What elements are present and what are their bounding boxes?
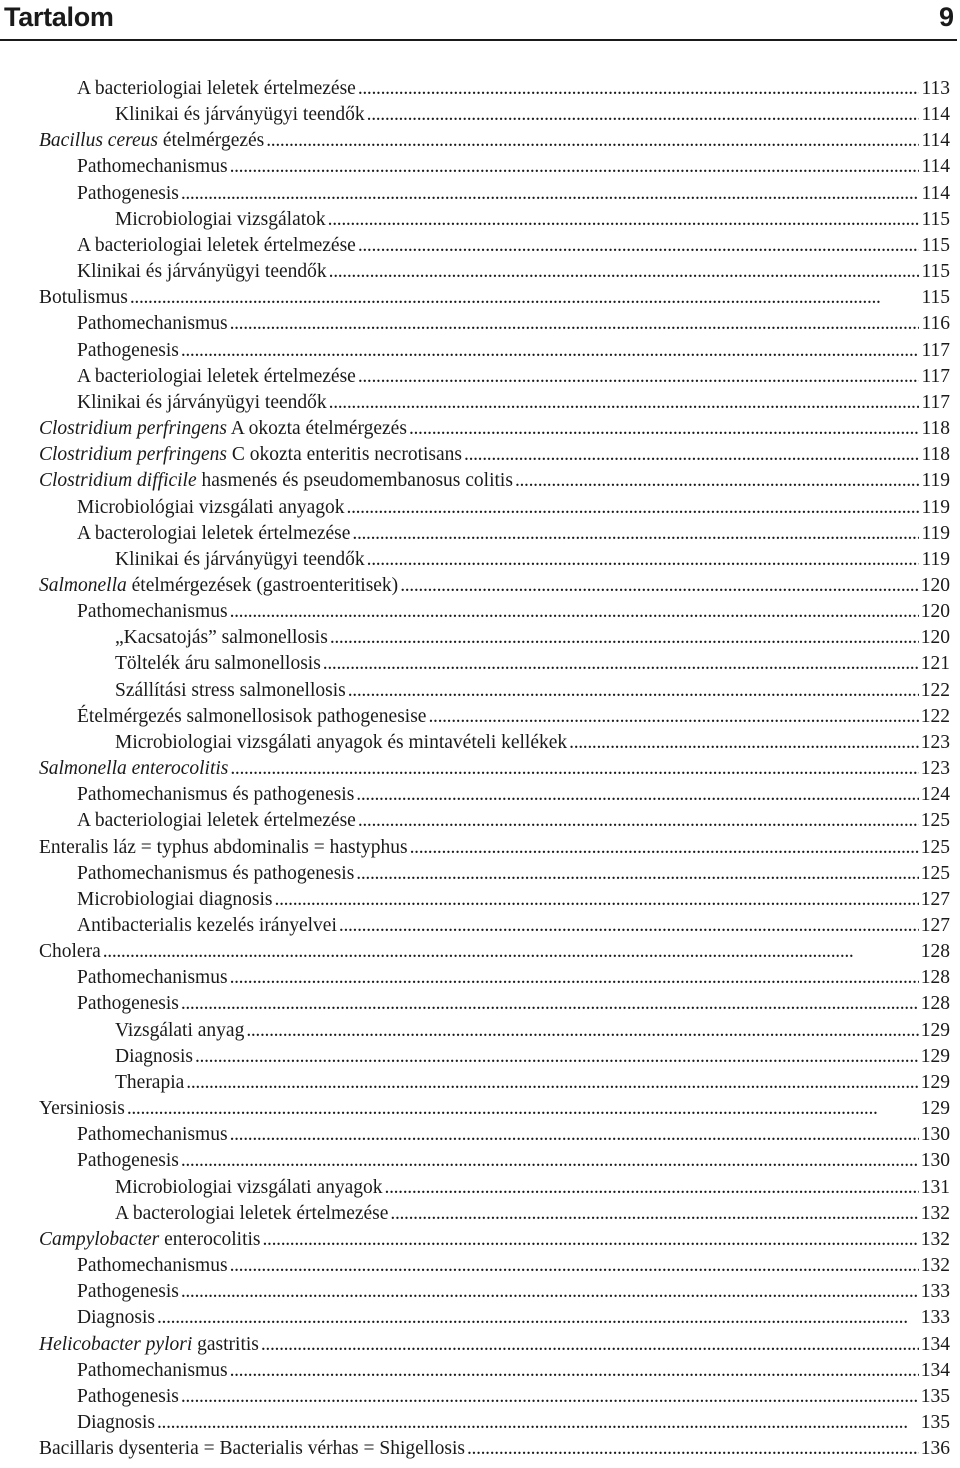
- toc-entry-text-part: Vizsgálati anyag: [115, 1019, 245, 1041]
- toc-leader-dots: [195, 1044, 919, 1070]
- toc-entry-text-part: Diagnosis: [77, 1307, 155, 1329]
- toc-leader-dots: [186, 1070, 918, 1096]
- toc-entry-italic-part: Salmonella enterocolitis: [39, 758, 229, 780]
- toc-entry[interactable]: [0, 233, 960, 259]
- toc-entry-text-part: enterocolitis: [159, 1228, 261, 1250]
- toc-entry-text-part: A okozta ételmérgezés: [226, 418, 407, 440]
- toc-entry-text-part: Microbiologiai vizsgálatok: [115, 208, 326, 230]
- toc-page-number: 122: [920, 679, 950, 701]
- toc-leader-dots: [356, 861, 918, 887]
- toc-entry[interactable]: [0, 1384, 960, 1410]
- toc-entry-title: [77, 76, 356, 102]
- toc-leader-dots: [390, 1201, 918, 1227]
- toc-entry[interactable]: [0, 102, 960, 128]
- toc-entry-italic-part: Campylobacter: [39, 1228, 160, 1250]
- toc-page-number: 125: [920, 862, 950, 884]
- toc-leader-dots: [230, 1358, 919, 1384]
- toc-page-number: 120: [920, 574, 950, 596]
- toc-entry-text-part: Diagnosis: [77, 1411, 155, 1433]
- toc-entry[interactable]: [0, 651, 960, 677]
- toc-entry-text-part: gastritis: [192, 1333, 259, 1355]
- toc-page-number: 127: [920, 888, 950, 910]
- toc-leader-dots: [181, 1148, 919, 1174]
- toc-entry-title: [39, 128, 264, 154]
- toc-entry[interactable]: [0, 285, 960, 311]
- toc-entry[interactable]: [0, 181, 960, 207]
- toc-entry[interactable]: [0, 808, 960, 834]
- toc-entry[interactable]: [0, 154, 960, 180]
- toc-entry[interactable]: [0, 861, 960, 887]
- toc-entry-italic-part: Clostridium perfringens: [39, 418, 227, 440]
- toc-entry-text-part: Klinikai és járványügyi teendők: [77, 261, 327, 283]
- toc-entry-title: [39, 1332, 259, 1358]
- toc-entry[interactable]: [0, 730, 960, 756]
- toc-entry-title: [77, 861, 354, 887]
- toc-entry-title: [115, 207, 326, 233]
- toc-entry-italic-part: Salmonella: [39, 574, 127, 596]
- toc-entry-title: [115, 1018, 244, 1044]
- toc-entry-text-part: Töltelék áru salmonellosis: [115, 653, 321, 675]
- toc-entry[interactable]: [0, 1227, 960, 1253]
- toc-entry-title: [77, 259, 327, 285]
- toc-page-number: 123: [920, 758, 950, 780]
- toc-entry[interactable]: [0, 442, 960, 468]
- toc-page-number: 131: [920, 1176, 950, 1198]
- toc-entry-text-part: Pathomechanismus: [77, 156, 228, 178]
- toc-page-number: 133: [920, 1307, 950, 1329]
- toc-entry[interactable]: [0, 390, 960, 416]
- toc-entry-title: [39, 442, 462, 468]
- toc-entry[interactable]: [0, 1175, 960, 1201]
- toc-page-number: 120: [920, 601, 950, 623]
- toc-entry-text-part: Pathogenesis: [77, 1150, 179, 1172]
- toc-page-number: 119: [921, 470, 950, 492]
- toc-entry-text-part: „Kacsatojás” salmonellosis: [115, 627, 328, 649]
- toc-entry-text-part: Enteralis láz = typhus abdominalis = hastyphus: [39, 836, 408, 858]
- toc-entry[interactable]: [0, 547, 960, 573]
- toc-leader-dots: [385, 1175, 919, 1201]
- toc-entry-title: [77, 887, 273, 913]
- toc-entry-title: [39, 573, 398, 599]
- toc-entry-title: [77, 1358, 228, 1384]
- toc-entry-text-part: Yersiniosis: [39, 1098, 125, 1120]
- toc-leader-dots: [358, 364, 920, 390]
- toc-entry-title: [77, 1148, 179, 1174]
- toc-page-number: 115: [921, 287, 950, 309]
- toc-entry-text-part: Diagnosis: [115, 1045, 193, 1067]
- toc-page-number: 129: [920, 1071, 950, 1093]
- toc-leader-dots: [400, 573, 919, 599]
- toc-entry[interactable]: [0, 207, 960, 233]
- toc-page-number: 114: [921, 104, 950, 126]
- toc-entry-title: [115, 678, 346, 704]
- toc-entry[interactable]: [0, 939, 960, 965]
- toc-page-number: 129: [920, 1019, 950, 1041]
- toc-page-number: 115: [921, 208, 950, 230]
- toc-entry-text-part: Microbiologiai diagnosis: [77, 888, 273, 910]
- toc-entry-text-part: A bacterologiai leletek értelmezése: [115, 1202, 389, 1224]
- toc-entry-title: [39, 835, 408, 861]
- toc-page-number: 133: [920, 1281, 950, 1303]
- toc-page-number: 115: [921, 261, 950, 283]
- toc-entry-text-part: Pathogenesis: [77, 1385, 179, 1407]
- toc-page-number: 114: [921, 182, 950, 204]
- toc-page-number: 134: [920, 1359, 950, 1381]
- toc-entry-title: [77, 991, 179, 1017]
- toc-leader-dots: [409, 416, 920, 442]
- toc-leader-dots: [464, 442, 919, 468]
- toc-entry[interactable]: [0, 704, 960, 730]
- toc-leader-dots: [467, 1436, 919, 1462]
- toc-entry-title: [39, 416, 407, 442]
- toc-entry-text-part: Antibacterialis kezelés irányelvei: [77, 915, 337, 936]
- toc-leader-dots: [157, 1305, 919, 1331]
- toc-entry-text-part: Microbiológiai vizsgálati anyagok: [77, 496, 345, 518]
- toc-entry-title: [115, 651, 321, 677]
- toc-leader-dots: [103, 939, 919, 965]
- toc-leader-dots: [329, 390, 920, 416]
- toc-leader-dots: [230, 756, 918, 782]
- toc-entry-title: [77, 1279, 179, 1305]
- toc-entry-title: [39, 285, 128, 311]
- toc-page-number: 128: [920, 967, 950, 989]
- toc-entry[interactable]: [0, 311, 960, 337]
- toc-entry-text-part: Pathomechanismus: [77, 601, 228, 623]
- table-of-contents: [0, 76, 960, 1462]
- header-rule: [0, 39, 957, 41]
- toc-leader-dots: [356, 782, 918, 808]
- toc-page-number: 119: [921, 496, 950, 518]
- toc-entry-text-part: Microbiologiai vizsgálati anyagok és mintavételi kellékek: [115, 731, 568, 753]
- toc-leader-dots: [323, 651, 919, 677]
- toc-page-number: 128: [920, 993, 950, 1015]
- toc-entry[interactable]: [0, 1070, 960, 1096]
- toc-entry-title: [39, 756, 228, 782]
- toc-leader-dots: [339, 913, 919, 939]
- toc-leader-dots: [428, 704, 918, 730]
- toc-entry-text-part: Pathogenesis: [77, 1281, 179, 1303]
- toc-page-number: 114: [921, 130, 950, 152]
- toc-page-number: 130: [920, 1150, 950, 1172]
- toc-entry-title: [77, 311, 228, 337]
- toc-entry-text-part: Pathomechanismus: [77, 1255, 228, 1277]
- toc-leader-dots: [569, 730, 919, 756]
- toc-page-number: 117: [921, 391, 950, 413]
- toc-entry-text-part: A bacteriologiai leletek értelmezése: [77, 365, 356, 387]
- toc-entry[interactable]: [0, 782, 960, 808]
- toc-entry-title: [77, 1122, 228, 1148]
- toc-leader-dots: [181, 1279, 919, 1305]
- toc-entry[interactable]: [0, 625, 960, 651]
- toc-leader-dots: [328, 207, 920, 233]
- toc-entry-title: [77, 233, 356, 259]
- toc-entry-text-part: Pathogenesis: [77, 339, 179, 361]
- toc-leader-dots: [230, 1253, 919, 1279]
- toc-leader-dots: [181, 991, 919, 1017]
- toc-leader-dots: [230, 311, 920, 337]
- toc-leader-dots: [230, 154, 920, 180]
- toc-page-number: 125: [920, 836, 950, 858]
- toc-entry-title: [115, 1070, 184, 1096]
- toc-leader-dots: [181, 1384, 919, 1410]
- toc-entry-title: [39, 1436, 465, 1462]
- toc-page-number: 132: [920, 1202, 950, 1224]
- toc-leader-dots: [358, 76, 920, 102]
- toc-entry[interactable]: [0, 835, 960, 861]
- toc-entry[interactable]: [0, 1018, 960, 1044]
- toc-entry-title: [39, 1227, 261, 1253]
- toc-page-number: 121: [920, 653, 950, 675]
- toc-leader-dots: [352, 521, 919, 547]
- toc-entry-title: [77, 364, 356, 390]
- toc-entry-text-part: Pathomechanismus: [77, 313, 228, 335]
- toc-entry-text-part: Pathogenesis: [77, 993, 179, 1015]
- toc-page-number: 125: [920, 810, 950, 832]
- toc-entry-title: [77, 913, 337, 939]
- toc-page-number: 113: [921, 78, 950, 99]
- toc-entry-title: [115, 625, 328, 651]
- toc-leader-dots: [263, 1227, 919, 1253]
- toc-entry[interactable]: [0, 1122, 960, 1148]
- toc-entry-title: [77, 704, 426, 730]
- toc-leader-dots: [275, 887, 919, 913]
- toc-entry-title: [115, 730, 567, 756]
- toc-leader-dots: [246, 1018, 918, 1044]
- toc-page-number: 120: [920, 627, 950, 649]
- toc-entry-title: [77, 338, 179, 364]
- toc-entry[interactable]: [0, 1148, 960, 1174]
- toc-leader-dots: [330, 625, 919, 651]
- toc-entry[interactable]: [0, 991, 960, 1017]
- toc-leader-dots: [230, 1122, 919, 1148]
- toc-entry-title: [115, 1044, 193, 1070]
- toc-entry-text-part: Pathomechanismus: [77, 1359, 228, 1381]
- toc-entry-text-part: ételmérgezések (gastroenteritisek): [126, 574, 399, 596]
- toc-page-number: 117: [921, 339, 950, 361]
- toc-leader-dots: [367, 547, 920, 573]
- toc-entry[interactable]: [0, 495, 960, 521]
- page-header: [0, 0, 960, 40]
- toc-page-number: 114: [921, 156, 950, 178]
- toc-leader-dots: [348, 678, 919, 704]
- toc-entry-text-part: Klinikai és járványügyi teendők: [77, 391, 327, 413]
- toc-entry-title: [115, 547, 365, 573]
- toc-entry-title: [77, 1410, 155, 1436]
- toc-leader-dots: [230, 599, 919, 625]
- toc-leader-dots: [181, 338, 920, 364]
- toc-page-number: 129: [920, 1045, 950, 1067]
- toc-entry[interactable]: [0, 756, 960, 782]
- toc-page-number: 135: [920, 1411, 950, 1433]
- toc-page-number: 124: [920, 784, 950, 806]
- toc-entry-title: [77, 390, 327, 416]
- toc-entry[interactable]: [0, 1253, 960, 1279]
- toc-page-number: 135: [920, 1385, 950, 1407]
- toc-entry-title: [115, 102, 365, 128]
- toc-entry-text-part: Botulismus: [39, 287, 128, 309]
- toc-entry-title: [77, 599, 228, 625]
- toc-entry[interactable]: [0, 599, 960, 625]
- toc-entry[interactable]: [0, 468, 960, 494]
- toc-entry[interactable]: [0, 1410, 960, 1436]
- toc-page-number: 116: [921, 313, 950, 335]
- toc-leader-dots: [127, 1096, 919, 1122]
- toc-entry-title: [77, 495, 345, 521]
- toc-entry-text-part: Therapia: [115, 1071, 185, 1093]
- toc-leader-dots: [367, 102, 920, 128]
- toc-page-number: 132: [920, 1228, 950, 1250]
- toc-entry[interactable]: [0, 1332, 960, 1358]
- toc-entry-title: [39, 1096, 125, 1122]
- toc-entry-title: [77, 782, 354, 808]
- toc-entry[interactable]: [0, 521, 960, 547]
- toc-entry[interactable]: [0, 1201, 960, 1227]
- toc-entry-title: [77, 808, 356, 834]
- toc-entry-title: [77, 1253, 228, 1279]
- toc-entry-text-part: A bacteriologiai leletek értelmezése: [77, 78, 356, 99]
- toc-leader-dots: [181, 181, 920, 207]
- toc-entry-title: [77, 154, 228, 180]
- toc-page-number: 130: [920, 1124, 950, 1146]
- toc-entry-text-part: hasmenés és pseudomembanosus colitis: [196, 470, 513, 492]
- toc-entry[interactable]: [0, 259, 960, 285]
- toc-entry-text-part: A bacteriologiai leletek értelmezése: [77, 810, 356, 832]
- toc-leader-dots: [358, 808, 919, 834]
- toc-page-number: 134: [920, 1333, 950, 1355]
- toc-page-number: 119: [921, 548, 950, 570]
- toc-entry-text-part: A bacteriologiai leletek értelmezése: [77, 234, 356, 256]
- toc-entry[interactable]: [0, 1305, 960, 1331]
- toc-entry-italic-part: Helicobacter pylori: [39, 1333, 193, 1355]
- toc-leader-dots: [157, 1410, 919, 1436]
- toc-entry-title: [115, 1175, 383, 1201]
- toc-entry[interactable]: [0, 1044, 960, 1070]
- toc-entry-text-part: Ételmérgezés salmonellosisok pathogenesise: [77, 705, 427, 727]
- toc-page-number: 119: [921, 522, 950, 544]
- toc-page-number: 118: [921, 444, 950, 466]
- toc-entry-text-part: C okozta enteritis necrotisans: [226, 444, 463, 466]
- toc-entry[interactable]: [0, 1358, 960, 1384]
- toc-page-number: 136: [920, 1438, 950, 1460]
- toc-entry-title: [77, 521, 350, 547]
- toc-entry-text-part: Microbiologiai vizsgálati anyagok: [115, 1176, 383, 1198]
- toc-entry[interactable]: [0, 1279, 960, 1305]
- toc-leader-dots: [347, 495, 920, 521]
- toc-leader-dots: [515, 468, 920, 494]
- toc-page-number: 128: [920, 941, 950, 963]
- toc-entry[interactable]: [0, 678, 960, 704]
- toc-leader-dots: [266, 128, 919, 154]
- toc-entry-text-part: Pathomechanismus: [77, 967, 228, 989]
- toc-entry-italic-part: Bacillus cereus: [39, 130, 158, 152]
- toc-entry-title: [115, 1201, 388, 1227]
- toc-page-number: 118: [921, 418, 950, 440]
- toc-entry-text-part: Bacillaris dysenteria = Bacterialis vérhas = Shigellosis: [39, 1438, 465, 1460]
- toc-entry-title: [77, 965, 228, 991]
- toc-entry-title: [39, 939, 101, 965]
- toc-entry[interactable]: [0, 364, 960, 390]
- toc-entry-text-part: Szállítási stress salmonellosis: [115, 679, 346, 701]
- toc-entry-italic-part: Clostridium difficile: [39, 470, 197, 492]
- toc-leader-dots: [329, 259, 920, 285]
- toc-entry-title: [77, 1384, 179, 1410]
- toc-entry[interactable]: [0, 416, 960, 442]
- toc-leader-dots: [230, 965, 919, 991]
- toc-page-number: 127: [920, 915, 950, 936]
- toc-entry[interactable]: [0, 128, 960, 154]
- toc-page-number: 132: [920, 1255, 950, 1277]
- toc-entry[interactable]: [0, 887, 960, 913]
- toc-entry-text-part: Klinikai és járványügyi teendők: [115, 548, 365, 570]
- toc-entry[interactable]: [0, 338, 960, 364]
- toc-entry[interactable]: [0, 573, 960, 599]
- toc-entry[interactable]: [0, 1096, 960, 1122]
- toc-entry-text-part: Pathogenesis: [77, 182, 179, 204]
- toc-entry-text-part: Cholera: [39, 941, 101, 963]
- toc-entry-title: [39, 468, 513, 494]
- toc-entry-text-part: Pathomechanismus: [77, 1124, 228, 1146]
- toc-leader-dots: [410, 835, 919, 861]
- toc-entry-text-part: Klinikai és járványügyi teendők: [115, 104, 365, 126]
- toc-entry-text-part: Pathomechanismus és pathogenesis: [77, 784, 355, 806]
- toc-leader-dots: [358, 233, 920, 259]
- toc-leader-dots: [130, 285, 920, 311]
- toc-entry[interactable]: [0, 76, 960, 102]
- toc-page-number: 123: [920, 731, 950, 753]
- toc-entry[interactable]: [0, 913, 960, 939]
- toc-entry-title: [77, 1305, 155, 1331]
- toc-page-number: 122: [920, 705, 950, 727]
- page-number: 9: [938, 2, 954, 32]
- toc-entry[interactable]: [0, 1436, 960, 1462]
- toc-leader-dots: [261, 1332, 919, 1358]
- toc-entry-italic-part: Clostridium perfringens: [39, 444, 227, 466]
- toc-entry-text-part: A bacterologiai leletek értelmezése: [77, 522, 351, 544]
- toc-page-number: 115: [921, 234, 950, 256]
- toc-page-number: 117: [921, 365, 950, 387]
- page-title: Tartalom: [4, 2, 114, 32]
- toc-entry-title: [77, 181, 179, 207]
- toc-entry-text-part: ételmérgezés: [157, 130, 265, 152]
- toc-page-number: 129: [920, 1098, 950, 1120]
- toc-entry-text-part: Pathomechanismus és pathogenesis: [77, 862, 355, 884]
- toc-entry[interactable]: [0, 965, 960, 991]
